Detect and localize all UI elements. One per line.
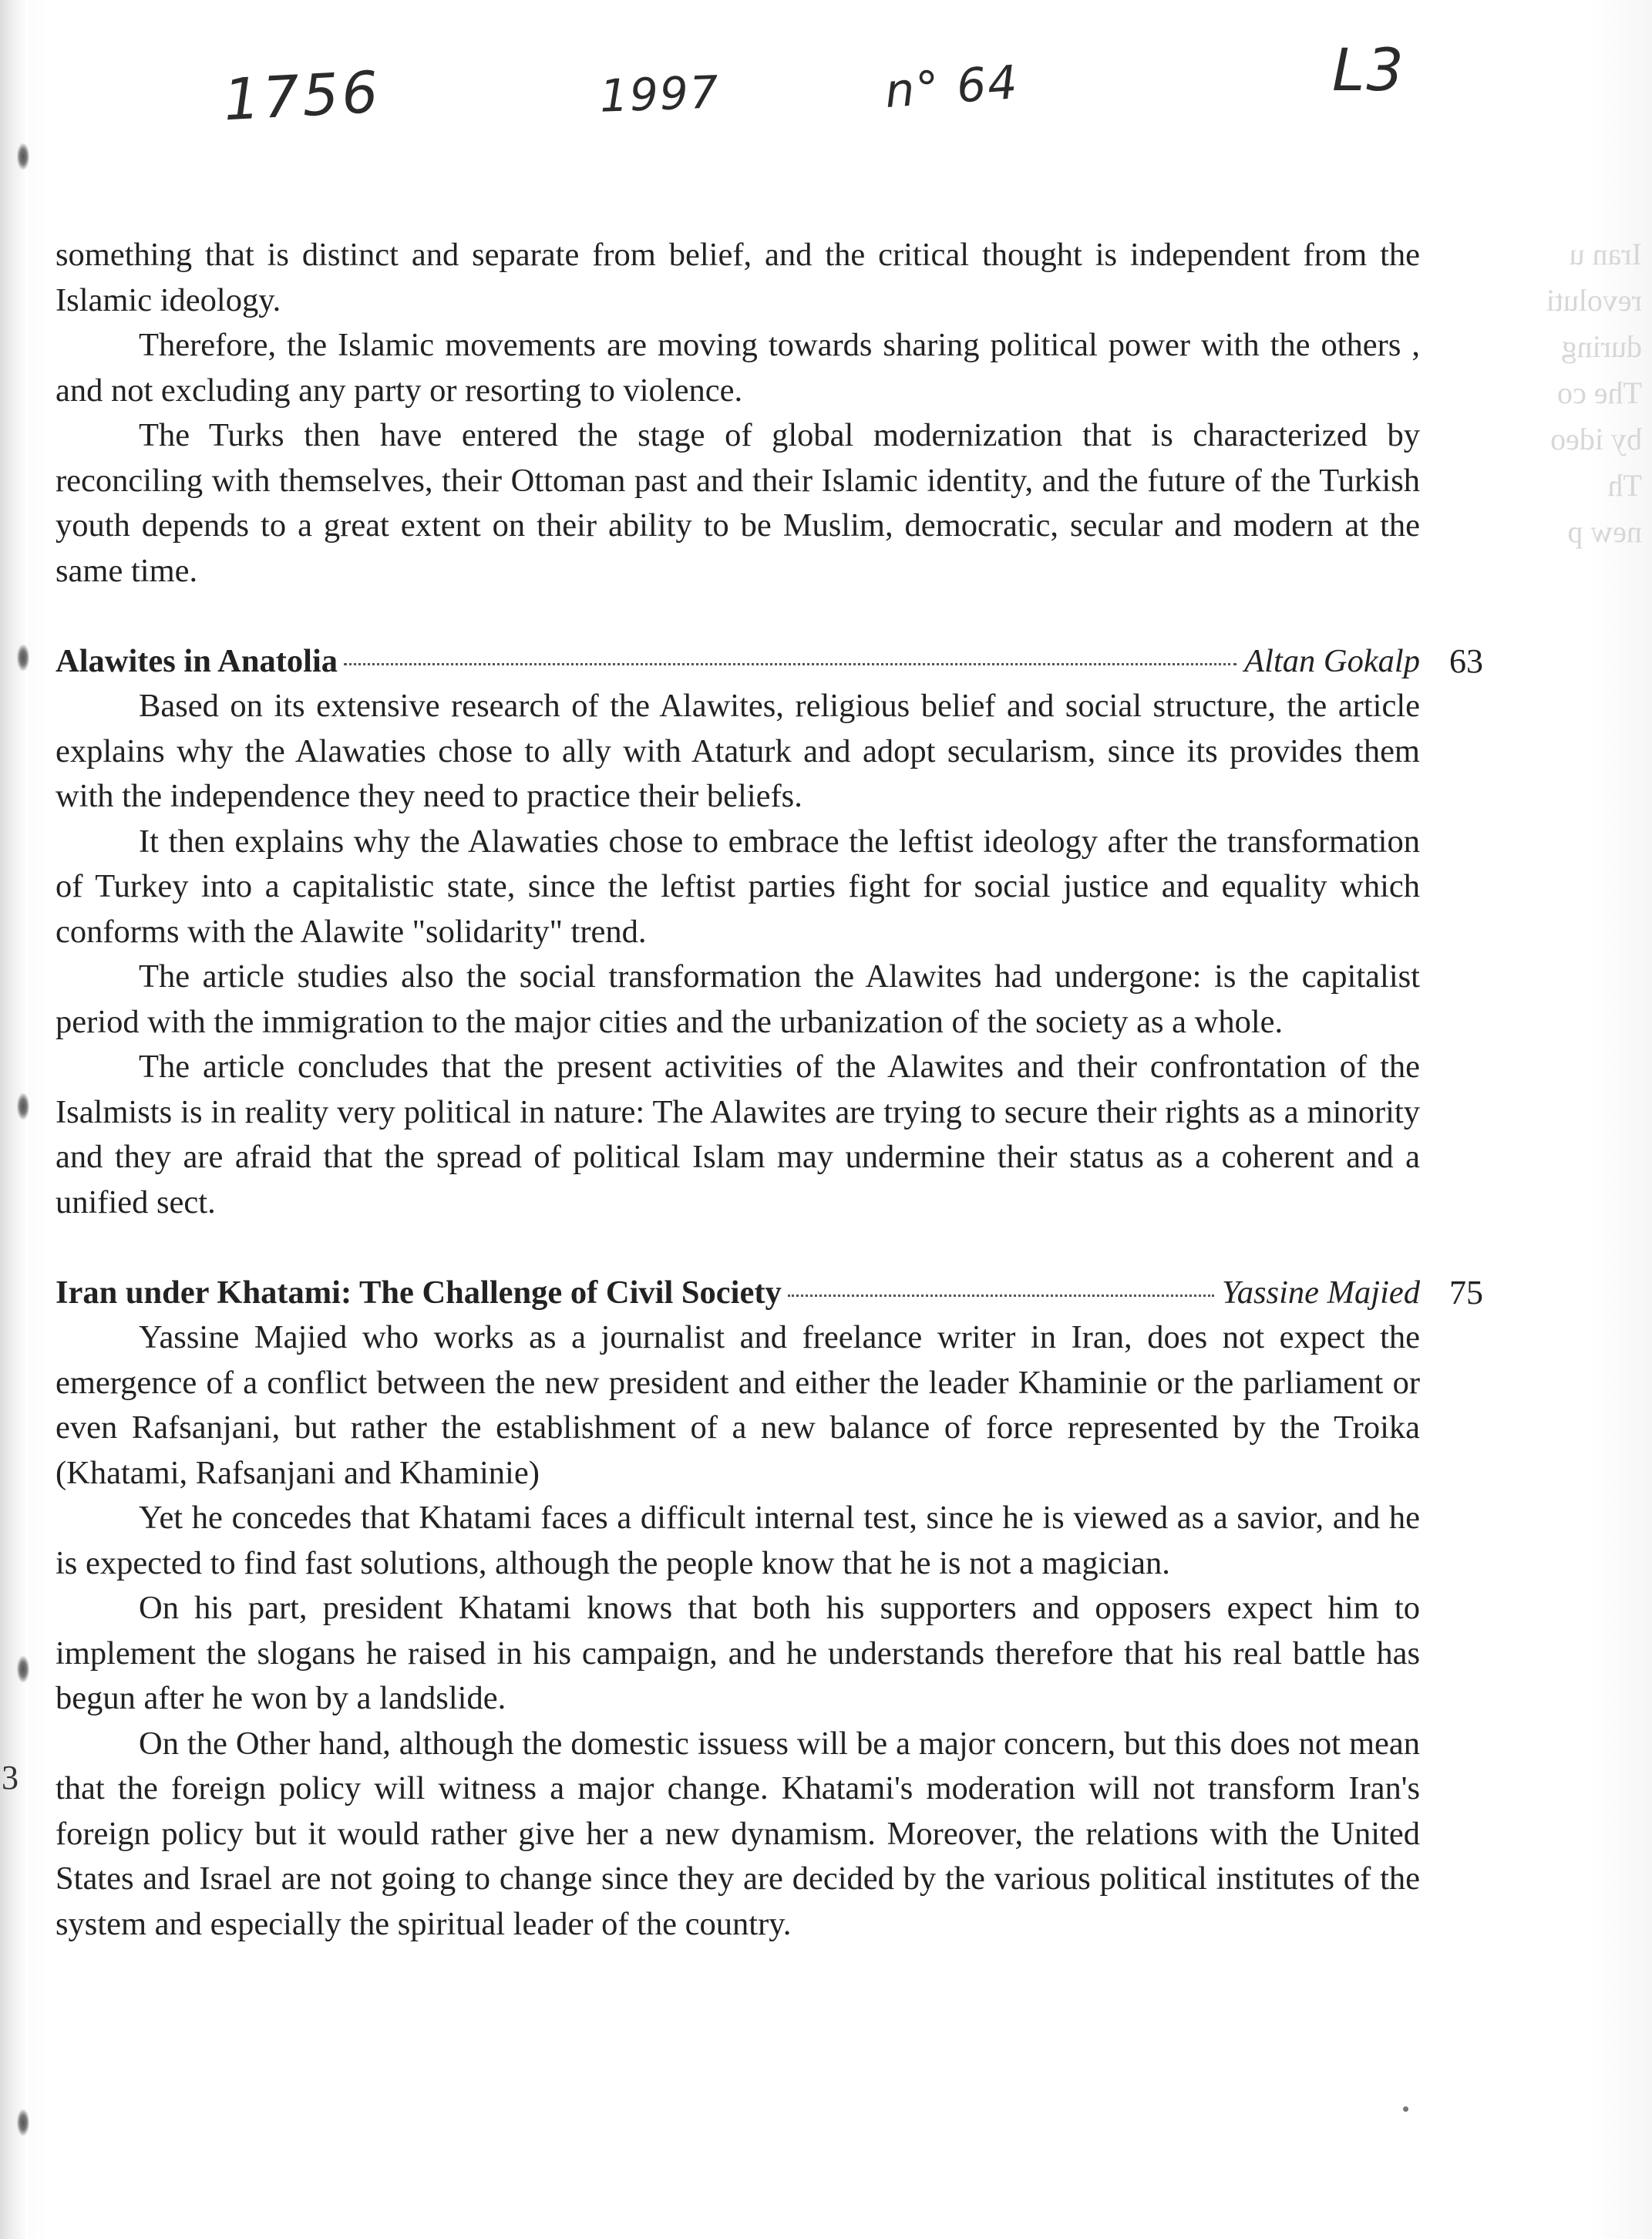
article-paragraph: Yet he concedes that Khatami faces a difficult internal test, since he is viewed as a savior, and he is expected to find fast solutions, although the people know that he is not a magician. xyxy=(56,1500,1420,1581)
staple-mark xyxy=(17,2109,29,2136)
article-paragraph: On his part, president Khatami knows that both his supporters and opposers expect him to implement the slogans he raised in his campaign, and he understands therefore that his real battle has begun after he won by a landslide. xyxy=(56,1590,1420,1716)
article-page-number: 63 xyxy=(1449,641,1483,680)
article-paragraph: The article concludes that the present activities of the Alawites and their confrontation of the Isalmists is in reality very political in nature: The Alawites are trying to secure their rights as a minority and they are afraid that the spread of political Islam may undermine their status as a coherent and a unified sect. xyxy=(56,1049,1420,1221)
intro-paragraph: something that is distinct and separate from belief, and the critical thought is independent from the Islamic ideology. xyxy=(56,237,1420,318)
show-through-text: Iran u revoluti during The co by ideo Th new p xyxy=(1546,237,1642,549)
handwritten-note: n° 64 xyxy=(883,56,1021,119)
binding-edge xyxy=(0,0,28,2239)
article-paragraph: Yassine Majied who works as a journalist and freelance writer in Iran, does not expect the emergence of a conflict between the new president and either the leader Khaminie or the parliament or even Rafsanjani, but rather the establishment of a new balance of force represented by the Troika (Khatami, Rafsanjani and Khaminie) xyxy=(56,1319,1420,1491)
spacer xyxy=(56,594,1420,639)
article-title: Iran under Khatami: The Challenge of Civil Society xyxy=(56,1274,782,1311)
spacer xyxy=(56,1225,1420,1271)
article-author: Yassine Majied xyxy=(1222,1274,1420,1311)
article-paragraph: The article studies also the social transformation the Alawites had undergone: is the capitalist period with the immigration to the major cities and the urbanization of the society as a whole. xyxy=(56,958,1420,1040)
document-body xyxy=(56,233,1483,1947)
staple-mark xyxy=(17,1656,29,1682)
margin-number: 3 xyxy=(2,1759,19,1796)
staple-mark xyxy=(17,1093,29,1120)
dot-leader xyxy=(344,663,1236,665)
article-heading xyxy=(56,639,1483,685)
staple-mark xyxy=(17,143,29,170)
ink-speck xyxy=(1403,2106,1408,2112)
article-paragraph: It then explains why the Alawaties chose to embrace the leftist ideology after the transformation of Turkey into a capitalistic state, since the leftist parties fight for social justice and equality which conforms with the Alawite "solidarity" trend. xyxy=(56,823,1420,950)
handwritten-note: 1997 xyxy=(598,66,721,123)
article-author: Altan Gokalp xyxy=(1244,642,1420,679)
article-page-number: 75 xyxy=(1449,1273,1483,1311)
article-heading xyxy=(56,1271,1483,1316)
handwritten-note: L3 xyxy=(1332,35,1405,104)
dot-leader xyxy=(788,1295,1214,1297)
intro-paragraph: Therefore, the Islamic movements are moving towards sharing political power with the others , and not excluding any party or resorting to violence. xyxy=(56,327,1420,409)
article-title: Alawites in Anatolia xyxy=(56,642,338,679)
staple-mark xyxy=(17,645,29,671)
article-paragraph: Based on its extensive research of the Alawites, religious belief and social structure, the article explains why the Alawaties chose to ally with Ataturk and adopt secularism, since its provides them with the independence they need to practice their beliefs. xyxy=(56,688,1420,814)
handwritten-note: 1756 xyxy=(221,59,383,134)
article-paragraph: On the Other hand, although the domestic issuess will be a major concern, but this does not mean that the foreign policy will witness a major change. Khatami's moderation will not transform Iran's foreign policy but it would rather give her a new dynamism. Moreover, the relations with the United States and Israel are not going to change since they are decided by the various political institutes of the system and especially the spiritual leader of the country. xyxy=(56,1725,1420,1942)
intro-paragraph: The Turks then have entered the stage of global modernization that is characterized by reconciling with themselves, their Ottoman past and their Islamic identity, and the future of the Turkish youth depends to a great extent on their ability to be Muslim, democratic, secular and modern at the same time. xyxy=(56,417,1420,589)
